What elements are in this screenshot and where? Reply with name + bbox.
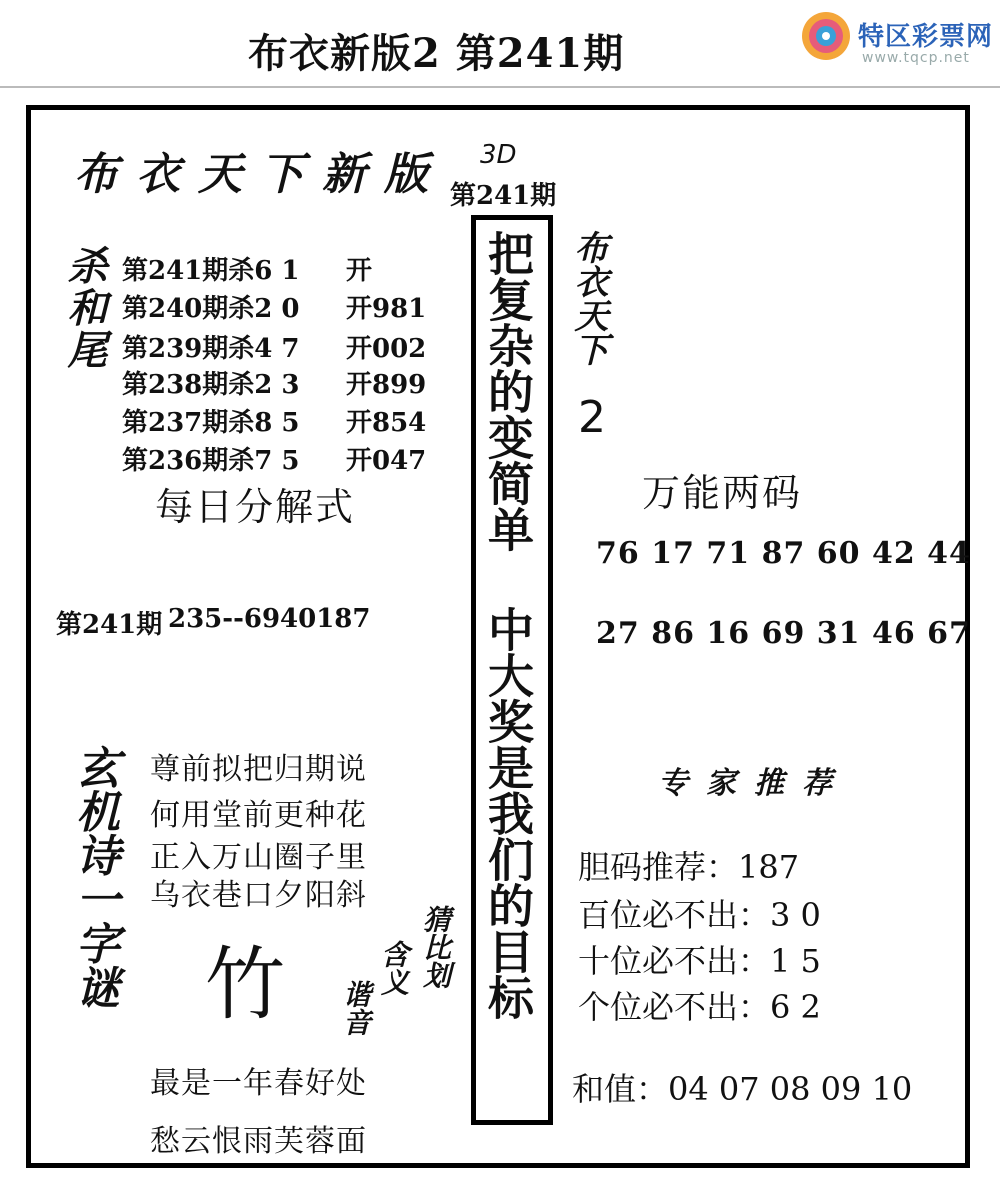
kill-row-period: 第236期杀7 5 [122, 446, 300, 476]
kill-row-result: 开899 [346, 370, 427, 400]
kill-row-result: 开981 [346, 294, 427, 324]
tag-3d: 3D [480, 140, 517, 170]
recommend-line: 百位必不出：3 0 [578, 896, 821, 934]
kill-tail-label: 杀和尾 [61, 245, 108, 371]
wanneng-title: 万能两码 [642, 471, 803, 515]
poem-line: 乌衣巷口夕阳斜 [150, 878, 367, 913]
hint-homophone: 谐音 [339, 980, 372, 1036]
buyi-vertical-title: 布衣天下 [568, 230, 608, 366]
formula-period: 第241期 [56, 610, 163, 640]
daily-title: 每日分解式 [155, 485, 356, 529]
heading: 布衣天下新版 [74, 149, 446, 200]
sum-values: 和值：04 07 08 09 10 [572, 1070, 913, 1108]
kill-row-result: 开002 [346, 334, 427, 364]
formula-value: 235--6940187 [168, 604, 371, 634]
kill-row-period: 第238期杀2 3 [122, 370, 300, 400]
poem-label: 玄机诗一字谜 [68, 745, 119, 1009]
kill-row-period: 第240期杀2 0 [122, 294, 300, 324]
expert-title: 专家推荐 [658, 766, 850, 801]
riddle-answer: 竹 [205, 938, 285, 1031]
hint-strokes: 猜比划 [419, 905, 452, 989]
logo-name: 特区彩票网 [858, 22, 994, 52]
period-label: 第241期 [450, 181, 557, 211]
page-title: 布衣新版2 第241期 [248, 30, 625, 77]
hint-meaning: 含义 [377, 940, 410, 996]
site-logo[interactable] [800, 10, 1000, 70]
kill-row-result: 开854 [346, 408, 427, 438]
poem-line: 尊前拟把归期说 [150, 752, 367, 787]
wanneng-line-1: 76 17 71 87 60 42 44 [596, 536, 971, 571]
recommend-line: 十位必不出：1 5 [578, 942, 821, 980]
recommend-line: 胆码推荐：187 [578, 848, 800, 886]
logo-url: www.tqcp.net [862, 50, 970, 66]
middle-slogan: 把复杂的变简单 中大奖是我们的目标 [481, 230, 535, 1020]
kill-row-period: 第239期杀4 7 [122, 334, 300, 364]
kill-row-result: 开 [346, 256, 373, 286]
swirl-logo-icon [800, 10, 852, 62]
wanneng-line-2: 27 86 16 69 31 46 67 [596, 616, 971, 651]
recommend-line: 个位必不出：6 2 [578, 988, 821, 1026]
kill-row-result: 开047 [346, 446, 427, 476]
poem-line: 正入万山圈子里 [150, 840, 367, 875]
kill-row-period: 第241期杀6 1 [122, 256, 300, 286]
kill-row-period: 第237期杀8 5 [122, 408, 300, 438]
poem-extra-2: 愁云恨雨芙蓉面 [150, 1124, 367, 1159]
poem-extra-1: 最是一年春好处 [150, 1066, 367, 1101]
buyi-number: 2 [578, 392, 606, 443]
poem-line: 何用堂前更种花 [150, 798, 367, 833]
